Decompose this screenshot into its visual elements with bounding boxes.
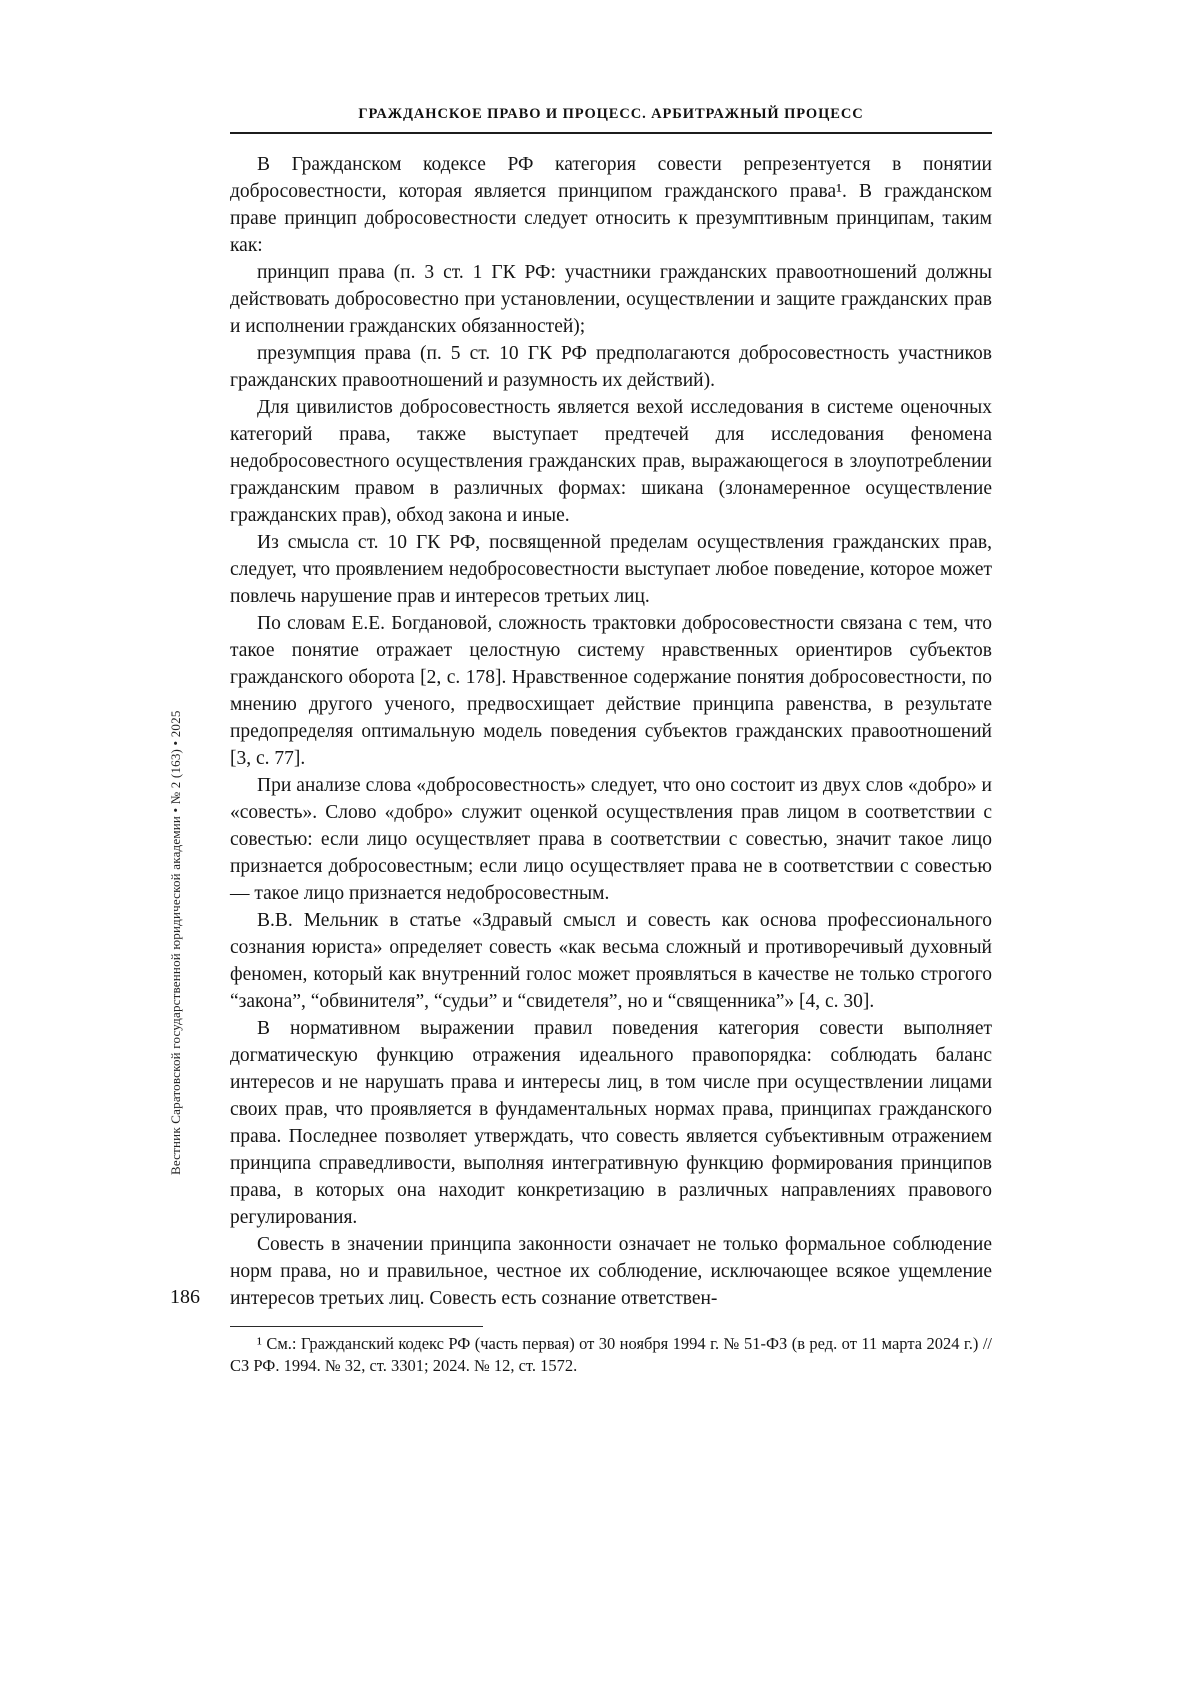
- paragraph: В.В. Мельник в статье «Здравый смысл и совесть как основа профессионального сознания юриста» определяет совесть «как весьма сложный и противоречивый духовный феномен, который как внутренний голос может проявляться в качестве не только строгого “закона”, “обвинителя”, “судьи” и “свидетеля”, но и “священника”» [4, с. 30].: [230, 910, 992, 1012]
- paragraph: В нормативном выражении правил поведения категория совести выполняет догматическую функцию отражения идеального правопорядка: соблюдать баланс интересов и не нарушать права и интересы лиц, в том числе при осуществлении лицами своих прав, что проявляется в фундаментальных нормах права, принципах гражданского права. Последнее позволяет утверждать, что совесть является субъективным отражением принципа справедливости, выполняя интегративную функцию формирования принципов права, в которых она находит конкретизацию в различных направлениях правового регулирования.: [230, 1018, 992, 1228]
- footnote-text: ¹ См.: Гражданский кодекс РФ (часть первая) от 30 ноября 1994 г. № 51-ФЗ (в ред. от 11 марта 2024 г.) // СЗ РФ. 1994. № 32, ст. 3301; 2024. № 12, ст. 1572.: [230, 1334, 992, 1375]
- paragraph: принцип права (п. 3 ст. 1 ГК РФ: участники гражданских правоотношений должны действовать добросовестно при установлении, осуществлении и защите гражданских прав и исполнении гражданских обязанностей);: [230, 262, 992, 337]
- page-number: 186: [170, 1286, 200, 1308]
- paragraph: презумпция права (п. 5 ст. 10 ГК РФ предполагаются добросовестность участников гражданских правоотношений и разумность их действий).: [230, 343, 992, 391]
- paragraph: В Гражданском кодексе РФ категория совести репрезентуется в понятии добросовестности, которая является принципом гражданского права¹. В гражданском праве принцип добросовестности следует относить к презумптивным принципам, таким как:: [230, 154, 992, 256]
- footnote-block: [230, 1326, 992, 1377]
- paragraph: По словам Е.Е. Богдановой, сложность трактовки добросовестности связана с тем, что такое понятие отражает целостную систему нравственных ориентиров субъектов гражданского оборота [2, с. 178]. Нравственное содержание понятия добросовестности, по мнению другого ученого, предвосхищает действие принципа равенства, в результате предопределяя оптимальную модель поведения субъектов гражданских правоотношений [3, с. 77].: [230, 613, 992, 769]
- header-rule: [230, 132, 992, 134]
- article-body: [230, 151, 992, 1312]
- paragraph: Из смысла ст. 10 ГК РФ, посвященной пределам осуществления гражданских прав, следует, что проявлением недобросовестности выступает любое поведение, которое может повлечь нарушение прав и интересов третьих лиц.: [230, 532, 992, 607]
- paragraph: При анализе слова «добросовестность» следует, что оно состоит из двух слов «добро» и «совесть». Слово «добро» служит оценкой осуществления прав лицом в соответствии с совестью: если лицо осуществляет права в соответствии с совестью, значит такое лицо признается добросовестным; если лицо осуществляет права не в соответствии с совестью — такое лицо признается недобросовестным.: [230, 775, 992, 904]
- page-content: [230, 106, 992, 1377]
- footnote-rule: [230, 1326, 483, 1327]
- running-head: ГРАЖДАНСКОЕ ПРАВО И ПРОЦЕСС. АРБИТРАЖНЫЙ ПРОЦЕСС: [358, 106, 864, 122]
- journal-sidebar-caption: Вестник Саратовской государственной юридической академии • № 2 (163) • 2025: [168, 710, 183, 1175]
- paragraph: Для цивилистов добросовестность является вехой исследования в системе оценочных категорий права, также выступает предтечей для исследования феномена недобросовестного осуществления гражданских прав, выражающегося в злоупотреблении гражданским правом в различных формах: шикана (злонамеренное осуществление гражданских прав), обход закона и иные.: [230, 397, 992, 526]
- paragraph: Совесть в значении принципа законности означает не только формальное соблюдение норм права, но и правильное, честное их соблюдение, исключающее всякое ущемление интересов третьих лиц. Совесть есть сознание ответствен-: [230, 1234, 992, 1309]
